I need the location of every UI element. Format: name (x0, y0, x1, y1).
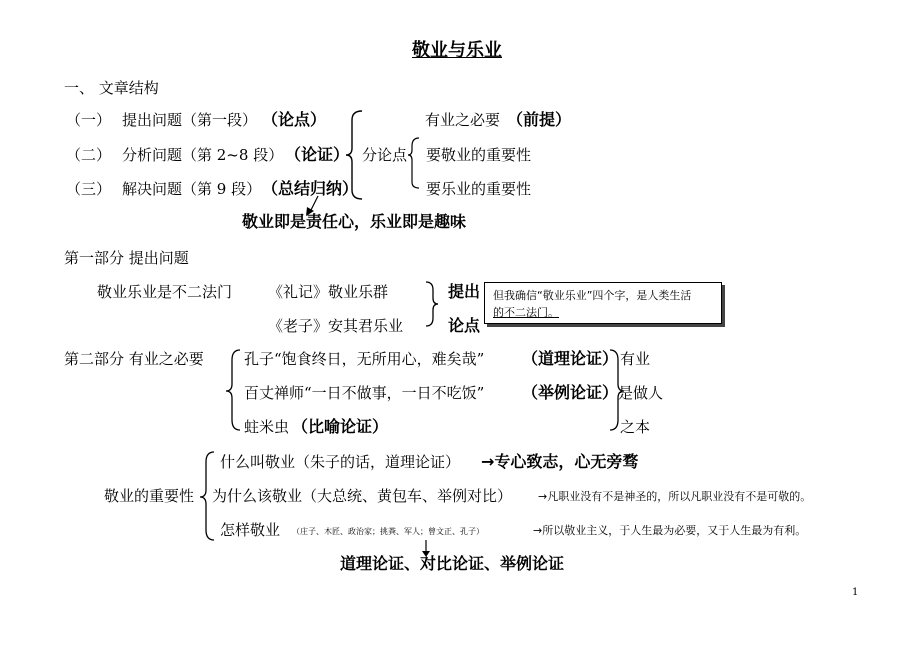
part3-row3-text: 怎样敬业 (220, 521, 281, 539)
part1-label-bot: 论点 (448, 316, 481, 335)
part3-row2-result: →凡职业没有不是神圣的，所以凡职业没有不是可敬的。 (538, 490, 812, 503)
part3-row3-note: （庄子、木匠、政治家；挑粪、军人；曾文正、孔子） (292, 527, 484, 536)
section1-heading: 一、 文章结构 (64, 79, 159, 97)
brace-sub-points (408, 138, 419, 188)
page-number: 1 (852, 587, 859, 598)
summary-line: 敬业即是责任心，乐业即是趣味 (242, 212, 467, 231)
row2-text: 分析问题（第 2~8 段） (122, 146, 284, 164)
part3-row1-result: →专心致志，心无旁骛 (481, 452, 639, 471)
brace-part2-left (226, 350, 240, 430)
branch-top: 有业之必要 (425, 111, 501, 129)
quote-line1: 但我确信“敬业乐业”四个字，是人类生活 (493, 289, 692, 302)
part2-item3: 蛀米虫 (244, 418, 290, 436)
row1-text: 提出问题（第一段） (122, 111, 258, 129)
part2-heading: 第二部分 有业之必要 (64, 350, 204, 368)
branch-bot: 要乐业的重要性 (426, 180, 532, 198)
branch-top-tag: （前提） (507, 110, 572, 129)
row3-text: 解决问题（第 9 段） (122, 180, 262, 198)
page-title: 敬业与乐业 (412, 40, 502, 61)
branch-mid: 要敬业的重要性 (426, 146, 532, 164)
row3-num: （三） (66, 180, 112, 198)
part3-bottom: 道理论证、对比论证、举例论证 (340, 554, 565, 573)
part2-right2: 是做人 (618, 384, 664, 402)
part1-label-top: 提出 (448, 282, 481, 301)
part1-line1-b: 《礼记》敬业乐群 (268, 283, 389, 301)
row2-tag: （论证） (285, 145, 350, 164)
row2-num: （二） (66, 146, 112, 164)
part2-right1: 有业 (620, 350, 651, 368)
part2-item1: 孔子“饱食终日，无所用心，难矣哉” (244, 350, 485, 368)
part3-row1-text: 什么叫敬业（朱子的话，道理论证） (220, 453, 461, 471)
sub-points-label: 分论点 (362, 146, 408, 164)
part3-row3-result: →所以敬业主义，于人生最为必要，又于人生最为有利。 (533, 524, 807, 537)
row1-tag: （论点） (262, 110, 327, 129)
part1-heading: 第一部分 提出问题 (64, 249, 189, 267)
part2-item1-tag: （道理论证） (522, 349, 619, 368)
part1-line1-a: 敬业乐业是不二法门 (97, 283, 233, 301)
part2-right3: 之本 (620, 418, 651, 436)
quote-line2: 的不二法门。 (493, 306, 559, 319)
quote-callout-box (484, 282, 722, 324)
brace-part1 (426, 282, 438, 326)
part2-item3-tag: （比喻论证） (292, 417, 389, 436)
part1-line2: 《老子》安其君乐业 (268, 317, 404, 335)
row3-tag: （总结归纳） (262, 179, 359, 198)
part2-item2-tag: （举例论证） (522, 383, 619, 402)
row1-num: （一） (66, 111, 112, 129)
part2-item2: 百丈禅师“一日不做事，一日不吃饭” (244, 384, 485, 402)
part3-row2-text: 为什么该敬业（大总统、黄包车、举例对比） (212, 487, 513, 505)
part3-label: 敬业的重要性 (104, 487, 195, 505)
